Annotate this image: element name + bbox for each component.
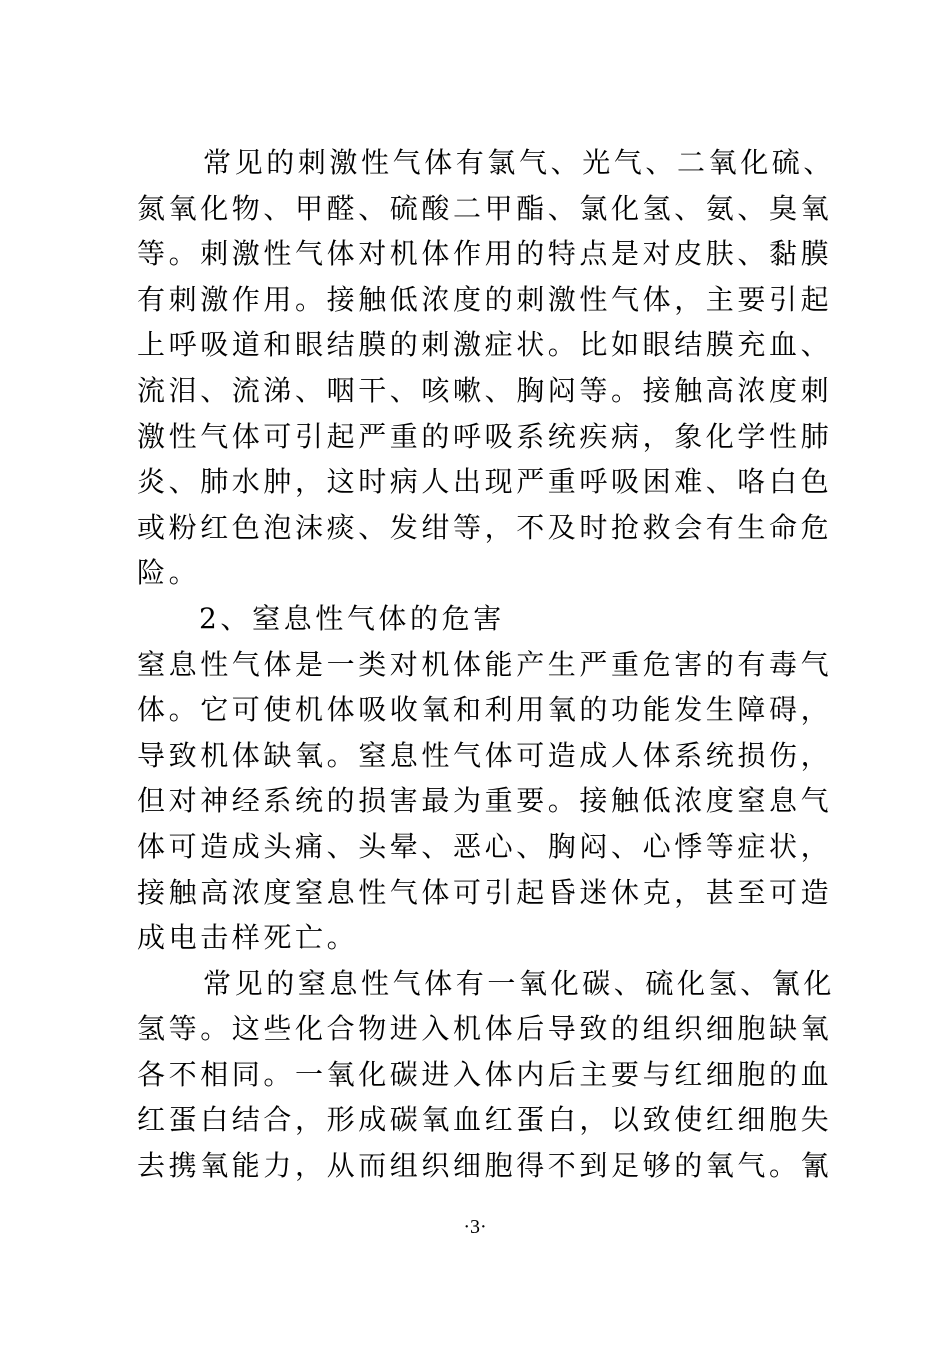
- text-line: 红蛋白结合，形成碳氧血红蛋白，以致使红细胞失: [137, 1103, 833, 1137]
- text-line: 去携氧能力，从而组织细胞得不到足够的氧气。氰: [137, 1149, 833, 1183]
- text-line: 各不相同。一氧化碳进入体内后主要与红细胞的血: [137, 1057, 833, 1091]
- section-heading: 2、窒息性气体的危害: [199, 601, 505, 635]
- paragraph-common-asphyxiants: [137, 961, 836, 1189]
- text-line: 接触高浓度窒息性气体可引起昏迷休克，甚至可造: [137, 875, 833, 909]
- text-line: 等。刺激性气体对机体作用的特点是对皮肤、黏膜: [137, 237, 833, 271]
- text-line: 常见的窒息性气体有一氧化碳、硫化氢、氰化: [203, 966, 836, 1000]
- text-line: 炎、肺水肿，这时病人出现严重呼吸困难、咯白色: [137, 465, 833, 499]
- text-line: 氢等。这些化合物进入机体后导致的组织细胞缺氧: [137, 1012, 833, 1046]
- page-number: ·3·: [463, 1216, 487, 1238]
- text-line: 流泪、流涕、咽干、咳嗽、胸闷等。接触高浓度刺: [137, 373, 833, 407]
- text-line: 导致机体缺氧。窒息性气体可造成人体系统损伤，: [137, 738, 833, 772]
- text-line: 成电击样死亡。: [137, 921, 359, 955]
- text-line: 窒息性气体是一类对机体能产生严重危害的有毒气: [137, 647, 833, 681]
- text-line: 氮氧化物、甲醛、硫酸二甲酯、氯化氢、氨、臭氧: [137, 191, 833, 225]
- text-line: 险。: [137, 556, 201, 590]
- text-line: 但对神经系统的损害最为重要。接触低浓度窒息气: [137, 784, 833, 818]
- text-line: 激性气体可引起严重的呼吸系统疾病，象化学性肺: [137, 419, 833, 453]
- text-line: 或粉红色泡沫痰、发绀等，不及时抢救会有生命危: [137, 510, 833, 544]
- text-line: 上呼吸道和眼结膜的刺激症状。比如眼结膜充血、: [137, 328, 833, 362]
- text-line: 体可造成头痛、头晕、恶心、胸闷、心悸等症状，: [137, 829, 833, 863]
- text-line: 体。它可使机体吸收氧和利用氧的功能发生障碍，: [137, 693, 833, 727]
- text-line: 有刺激作用。接触低浓度的刺激性气体，主要引起: [137, 282, 833, 316]
- paragraph-irritant-gases: [137, 140, 836, 596]
- document-body: [137, 140, 836, 1189]
- paragraph-asphyxiant-gases: [137, 642, 833, 961]
- text-line: 常见的刺激性气体有氯气、光气、二氧化硫、: [203, 146, 836, 179]
